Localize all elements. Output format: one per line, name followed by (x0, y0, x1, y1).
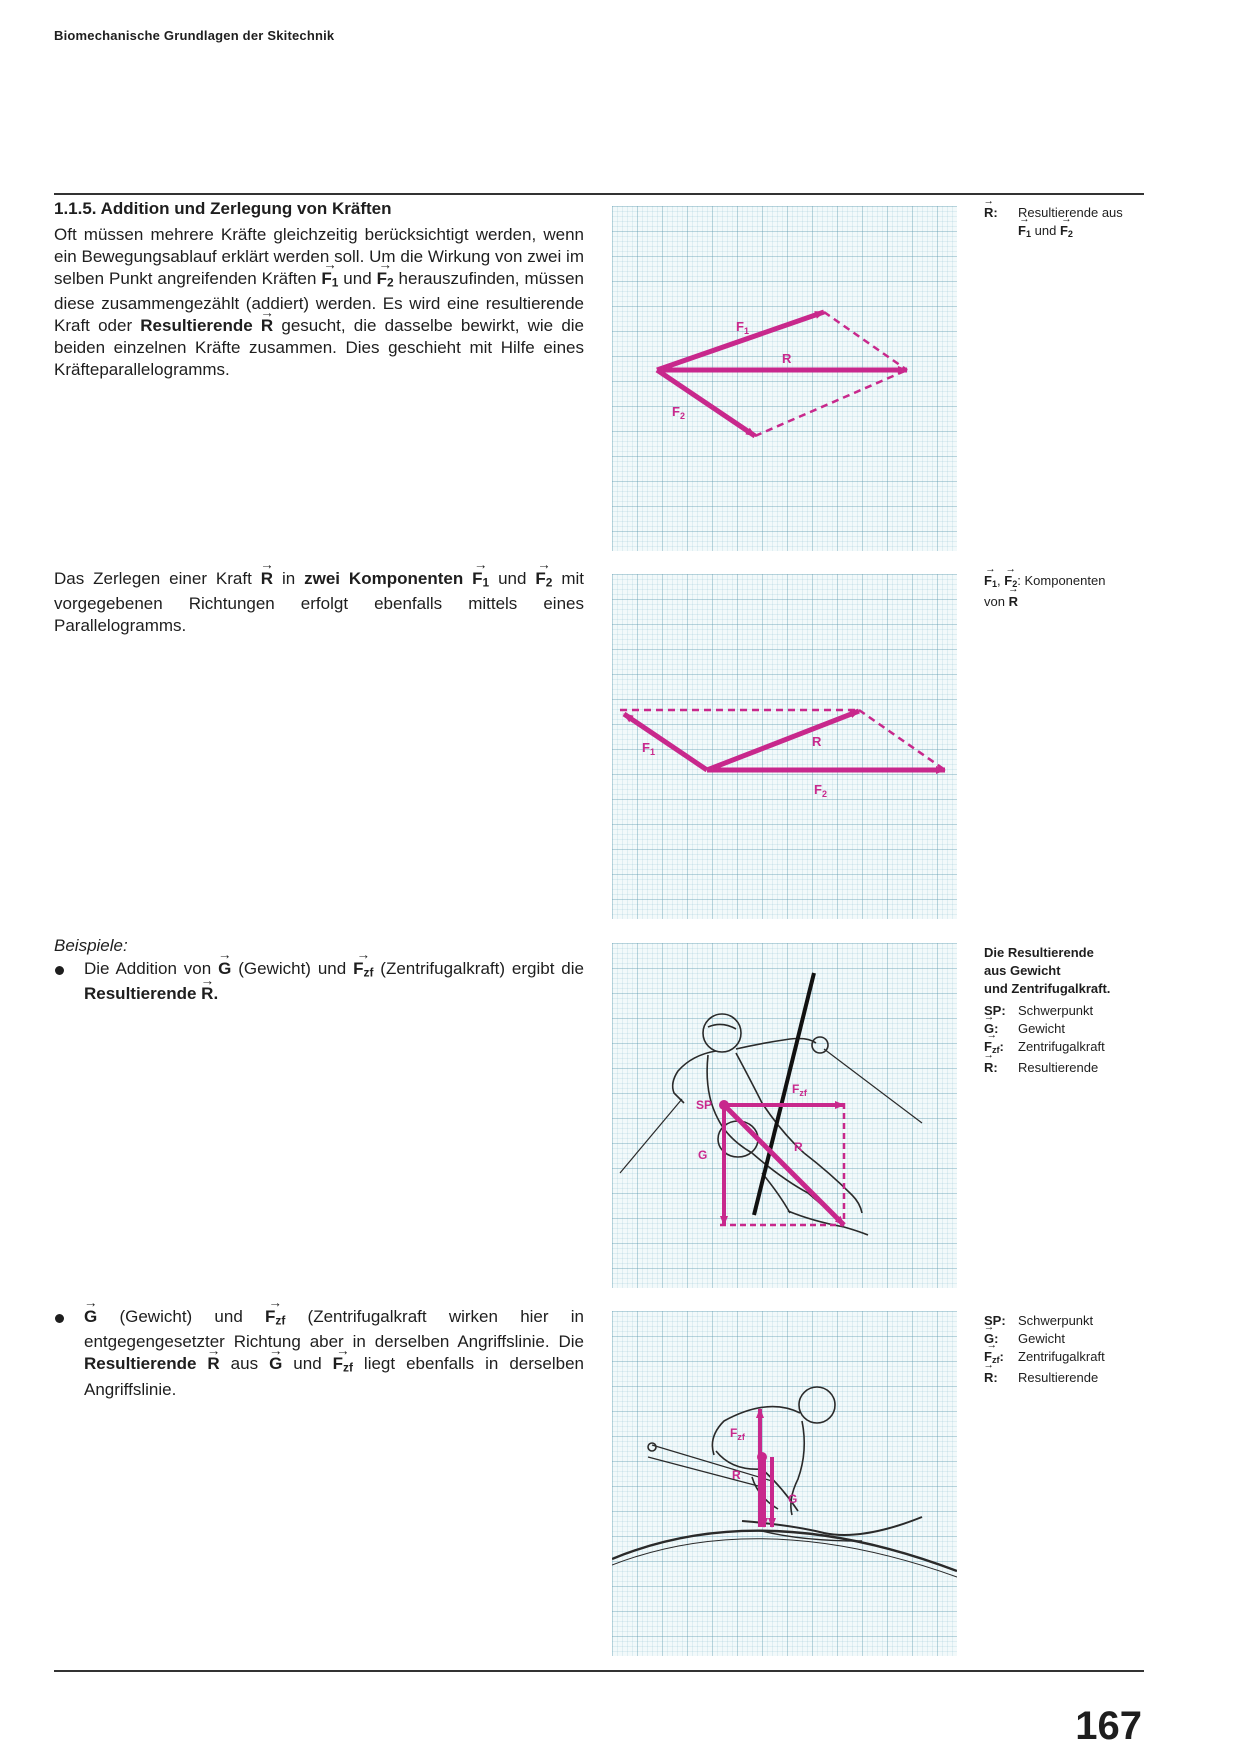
label-sp: SP (696, 1098, 713, 1112)
label-r: R (812, 734, 822, 749)
dashed-line (859, 710, 945, 770)
vector-f1: → $F_1$ (472, 568, 489, 593)
bottom-rule (54, 1670, 1144, 1672)
vector-fzf: → $F_{zf}$ (333, 1353, 353, 1378)
text: liegt ebenfalls in derselben Angriffslinie. (84, 1354, 584, 1399)
vector-r: → R (984, 204, 993, 222)
text: (Zentrifugalkraft) ergibt die (373, 959, 584, 978)
label-g: G (788, 1492, 798, 1506)
label-f2: $F_2$ (672, 404, 685, 421)
label-fzf: $F_{zf}$ (792, 1082, 807, 1098)
term-resultierende: Resultierende (84, 984, 197, 1004)
example-2 (84, 1306, 584, 1401)
text: . (213, 984, 219, 1004)
legend-table: SP: Schwerpunkt → G: Gewicht → $F_{zf}$: Zentrifugalkraft → R: Resultierende (984, 1002, 1105, 1077)
vector-r: → R (261, 315, 273, 337)
term-resultierende: Resultierende (140, 316, 253, 336)
text: herauszufinden, müssen diese zusammengezählt (addiert) werden. Es wird eine resultierende Kraft oder (54, 269, 584, 336)
text: Die Addition von (84, 959, 219, 978)
figure-force-decomposition (612, 574, 957, 919)
legend-table: SP: Schwerpunkt → G: Gewicht → $F_{zf}$: Zentrifugalkraft → R: Resultierende (984, 1312, 1105, 1387)
vector-f2: → $F_2$ (535, 568, 552, 593)
vector-f2: → $F_2$ (377, 268, 394, 293)
text: (Gewicht) und (97, 1307, 266, 1326)
label-g: G (698, 1148, 708, 1162)
arrow-r (724, 1105, 844, 1225)
parallelogram-diagram (612, 206, 957, 551)
bullet (55, 1314, 64, 1323)
vector-f2: → $F_2$ (1060, 222, 1073, 243)
term-resultierende: Resultierende (84, 1354, 197, 1374)
running-header: Biomechanische Grundlagen der Skitechnik (54, 28, 335, 43)
text: mit vorgegebenen Richtungen erfolgt ebenfalls mittels eines Parallelogramms. (54, 569, 584, 636)
text: gesucht, die dasselbe bewirkt, wie die beiden einzelnen Kräfte zusammen. Dies geschieht mit Hilfe eines Kräfteparallelogramms. (54, 316, 584, 380)
figure-force-addition (612, 206, 957, 551)
dashed-line (755, 370, 907, 436)
example-1 (84, 958, 584, 1005)
arrow-f2 (657, 370, 755, 436)
figure-skier-crest (612, 1311, 957, 1656)
sidenote-example-1 (984, 944, 1110, 1077)
vector-f1: → $F_1$ (321, 268, 338, 293)
section-title: 1.1.5. Addition und Zerlegung von Kräften (54, 199, 392, 218)
label-f2: $F_2$ (814, 782, 827, 799)
vector-f1: → $F_1$ (1018, 222, 1031, 243)
text: und (338, 269, 377, 288)
text: (Gewicht) und (231, 959, 354, 978)
vector-g: → G (218, 958, 231, 980)
text: in (273, 569, 305, 588)
label-r: R (782, 351, 792, 366)
text: und (282, 1354, 333, 1374)
vector-fzf: → $F_{zf}$ (265, 1306, 285, 1331)
center-of-mass-point (757, 1452, 767, 1462)
text: aus (219, 1354, 270, 1374)
text: Resultierende aus (1018, 205, 1123, 220)
bullet (55, 966, 64, 975)
sidenote-title: Die Resultierende aus Gewicht und Zentrifugalkraft. (984, 945, 1111, 996)
vector-r: → R (261, 568, 273, 590)
label-f1: $F_1$ (642, 740, 655, 757)
term-komponenten: zwei Komponenten (304, 569, 464, 588)
paragraph-decomposition (54, 568, 584, 637)
skier-crest-diagram (612, 1311, 957, 1656)
label-f1: $F_1$ (736, 319, 749, 336)
sidenote-resultant: → R: Resultierende aus → $F_1$ und → $F_2$ (984, 204, 1123, 243)
top-rule (54, 193, 1144, 195)
skier-diagram (612, 943, 957, 1288)
skier-sketch (620, 1014, 922, 1235)
arrow-f1 (624, 714, 707, 770)
vector-r: → R (1009, 593, 1018, 611)
label-r: R (732, 1468, 741, 1482)
decomposition-diagram (612, 574, 957, 919)
vector-r: → R (201, 983, 213, 1005)
sidenote-components: → $F_1$, → $F_2$: Komponenten von → R (984, 572, 1105, 611)
vector-f2: → $F_2$ (1004, 572, 1017, 593)
arrow-r (707, 711, 859, 770)
text: (Zentrifugalkraft wirken hier in entgegengesetzter Richtung aber in derselben Angriffslinie. Die (84, 1307, 585, 1352)
text: Oft müssen mehrere Kräfte gleichzeitig berücksichtigt werden, wenn ein Bewegungsablauf erklärt werden soll. Um die Wirkung von zwei im selben Punkt angreifenden Kräften (54, 225, 584, 288)
vector-g: → G (84, 1306, 97, 1328)
paragraph-addition (54, 224, 584, 381)
figure-skier-turn (612, 943, 957, 1288)
text: Das Zerlegen einer Kraft (54, 569, 261, 588)
center-of-mass-point (719, 1100, 729, 1110)
label-r: R (794, 1140, 803, 1154)
vector-g: → G (269, 1353, 282, 1375)
examples-label: Beispiele: (54, 936, 128, 955)
sidenote-example-2 (984, 1312, 1105, 1387)
vector-fzf: → $F_{zf}$ (353, 958, 373, 983)
label-fzf: $F_{zf}$ (730, 1426, 745, 1442)
vector-f1: → $F_1$ (984, 572, 997, 593)
page-number: 167 (1075, 1704, 1142, 1748)
text: und (489, 569, 536, 588)
vector-r: → R (207, 1353, 219, 1375)
dashed-line (824, 312, 907, 370)
skier-sketch (612, 1387, 957, 1577)
